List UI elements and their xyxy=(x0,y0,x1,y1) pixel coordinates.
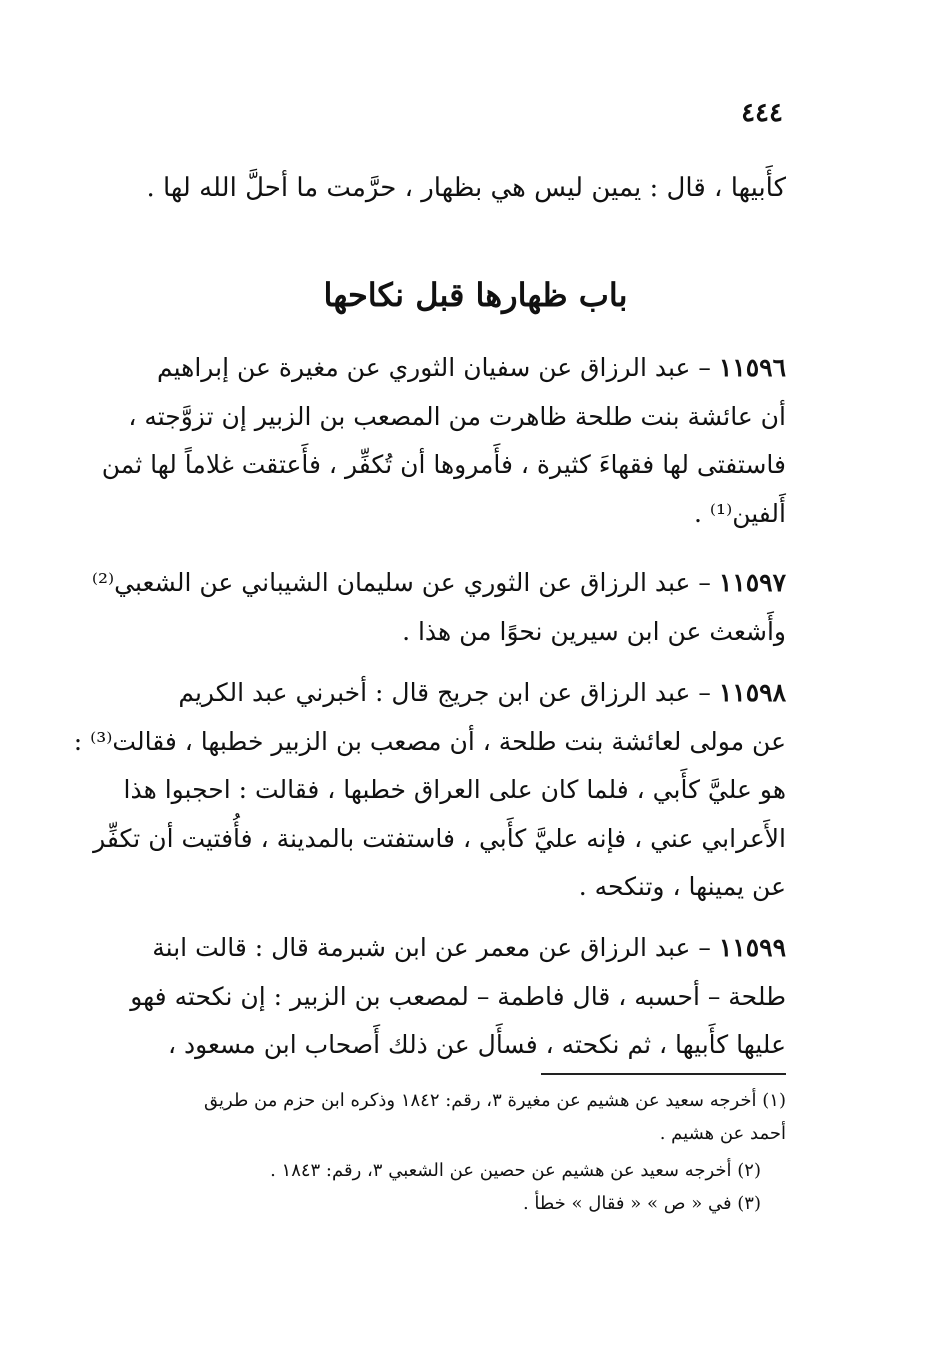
chapter-heading: باب ظهارها قبل نكاحها xyxy=(323,276,628,314)
hadith-number: ١١٥٩٨ xyxy=(718,678,786,707)
paragraph-line: عن مولى لعائشة بنت طلحة ، أن مصعب بن الزبير خطبها ، فقالت⁽³⁾ : xyxy=(73,726,786,756)
footnote-line: (٣) في « ص » « فقال » خطأ . xyxy=(522,1193,761,1214)
footnote-line: (٢) أخرجه سعيد عن هشيم عن حصين عن الشعبي ٣، رقم: ١٨٤٣ . xyxy=(270,1160,761,1181)
hadith-paragraph-11598 xyxy=(74,669,786,912)
paragraph-text: – عبد الرزاق عن سفيان الثوري عن مغيرة عن إبراهيم xyxy=(157,353,711,382)
hadith-paragraph-11596 xyxy=(102,344,786,538)
paragraph-line xyxy=(74,669,786,718)
footnote-divider xyxy=(541,1073,786,1075)
paragraph-line: أَلفين⁽¹⁾ . xyxy=(693,498,786,528)
hadith-number: ١١٥٩٦ xyxy=(718,353,786,382)
paragraph-line: هو عليَّ كأَبي ، فلما كان على العراق خطبها ، فقالت : احجبوا هذا xyxy=(123,775,786,804)
paragraph-line xyxy=(102,344,786,393)
paragraph-line: أن عائشة بنت طلحة ظاهرت من المصعب بن الزبير إن تزوَّجته ، xyxy=(128,401,786,431)
footnote-line: (١) أخرجه سعيد عن هشيم عن مغيرة ٣، رقم: ١٨٤٢ وذكره ابن حزم من طريق xyxy=(204,1090,786,1111)
hadith-paragraph-11599 xyxy=(130,924,786,1070)
carry-over-text xyxy=(146,168,786,208)
hadith-number: ١١٥٩٩ xyxy=(718,933,786,962)
paragraph-line: عن يمينها ، وتنكحه . xyxy=(578,872,786,901)
paragraph-line: الأَعرابي عني ، فإنه عليَّ كأَبي ، فاستفتت بالمدينة ، فأُفتيت أن تكفِّر xyxy=(93,823,786,853)
hadith-number: ١١٥٩٧ xyxy=(718,568,786,597)
paragraph-text: – عبد الرزاق عن ابن جريج قال : أخبرني عبد الكريم xyxy=(178,678,711,707)
page-number: ٤٤٤ xyxy=(741,98,783,128)
paragraph-line: فاستفتى لها فقهاءَ كثيرة ، فأَمروها أن تُكفِّر ، فأَعتقت غلاماً لها ثمن xyxy=(101,450,786,479)
paragraph-line xyxy=(92,559,786,608)
footnote-line: أحمد عن هشيم . xyxy=(659,1123,786,1144)
footnote-2 xyxy=(270,1154,761,1187)
paragraph-line: وأَشعث عن ابن سيرين نحوًا من هذا . xyxy=(402,616,786,646)
paragraph-line: عليها كأَبيها ، ثم نكحته ، فسأَل عن ذلك أَصحاب ابن مسعود ، xyxy=(167,1030,786,1059)
paragraph-line: طلحة – أحسبه ، قال فاطمة – لمصعب بن الزبير : إن نكحته فهو xyxy=(130,981,786,1011)
paragraph-line xyxy=(130,924,786,973)
hadith-paragraph-11597 xyxy=(92,559,786,656)
carry-over-line: كأَبيها ، قال : يمين ليس هي بظهار ، حرَّمت ما أحلَّ الله لها . xyxy=(146,173,786,203)
footnote-1 xyxy=(204,1084,786,1150)
paragraph-text: – عبد الرزاق عن معمر عن ابن شبرمة قال : قالت ابنة xyxy=(152,933,711,962)
paragraph-text: – عبد الرزاق عن الثوري عن سليمان الشيباني عن الشعبي⁽²⁾ xyxy=(91,568,711,597)
footnote-3 xyxy=(523,1187,761,1220)
